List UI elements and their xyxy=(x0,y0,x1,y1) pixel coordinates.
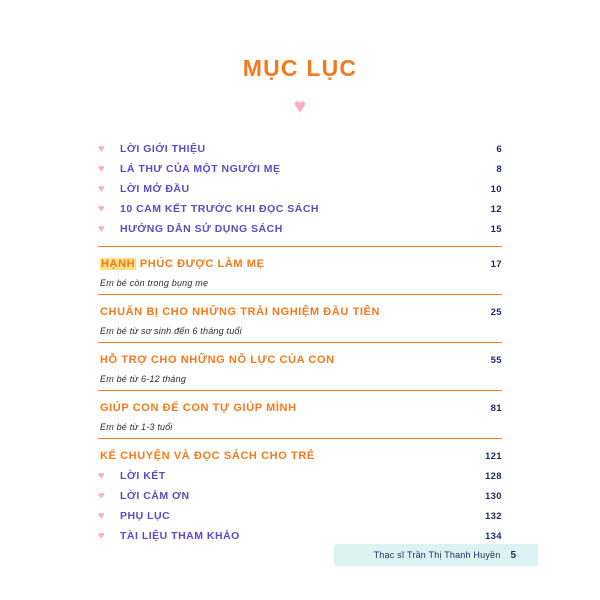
list-item-page: 12 xyxy=(490,204,502,215)
list-item-page: 8 xyxy=(496,164,502,175)
list-item-label: 10 CAM KẾT TRƯỚC KHI ĐỌC SÁCH xyxy=(120,203,320,215)
list-item-page: 81 xyxy=(490,403,502,414)
list-item-page: 25 xyxy=(490,307,502,318)
list-item-label: LỜI GIỚI THIỆU xyxy=(120,143,206,155)
list-item-label: GIÚP CON ĐỂ CON TỰ GIÚP MÌNH xyxy=(100,402,297,414)
list-item-subtitle: Em bé còn trong bụng mẹ xyxy=(100,278,209,288)
list-item-label: HỖ TRỢ CHO NHỮNG NỖ LỰC CỦA CON xyxy=(100,354,335,366)
page-footer xyxy=(334,544,538,566)
list-item-label: LỜI CẢM ƠN xyxy=(120,490,190,502)
heart-icon: ♥ xyxy=(98,163,105,175)
list-item[interactable] xyxy=(98,439,502,467)
list-item-label: CHUẨN BỊ CHO NHỮNG TRẢI NGHIỆM ĐẦU TIÊN xyxy=(100,306,381,318)
table-of-contents xyxy=(98,140,502,547)
footer-page-number: 5 xyxy=(510,549,516,561)
list-item-label xyxy=(98,256,480,272)
list-item[interactable] xyxy=(98,180,502,200)
heart-icon: ♥ xyxy=(98,470,105,482)
list-item-subtitle: Em bé từ 1-3 tuổi xyxy=(100,422,173,432)
list-item-label: KỂ CHUYỆN VÀ ĐỌC SÁCH CHO TRẺ xyxy=(100,450,315,462)
list-item-page: 55 xyxy=(490,355,502,366)
list-item[interactable] xyxy=(98,160,502,180)
heart-icon: ♥ xyxy=(98,490,105,502)
list-item[interactable] xyxy=(98,487,502,507)
list-item[interactable] xyxy=(98,391,502,419)
list-item-page: 130 xyxy=(484,491,502,502)
list-item-label: LỜI KẾT xyxy=(120,470,166,482)
list-item-page: 17 xyxy=(490,259,502,270)
list-item[interactable] xyxy=(98,343,502,371)
heart-icon: ♥ xyxy=(293,95,307,118)
list-item[interactable] xyxy=(98,140,502,160)
heart-icon: ♥ xyxy=(98,143,105,155)
list-item[interactable] xyxy=(98,295,502,323)
list-item-page: 134 xyxy=(484,531,502,542)
list-item-page: 10 xyxy=(490,184,502,195)
list-item-page: 6 xyxy=(496,144,502,155)
list-item[interactable] xyxy=(98,467,502,487)
heart-icon: ♥ xyxy=(98,183,105,195)
footer-author: Thạc sĩ Trần Thị Thanh Huyền xyxy=(373,550,501,560)
list-item-label: TÀI LIỆU THAM KHẢO xyxy=(120,530,240,542)
list-item-page: 15 xyxy=(490,224,502,235)
list-item[interactable] xyxy=(98,200,502,220)
list-item-label: LỜI MỞ ĐẦU xyxy=(120,183,190,195)
list-item[interactable] xyxy=(98,247,502,275)
heart-icon: ♥ xyxy=(98,223,105,235)
list-item-label-rest: PHÚC ĐƯỢC LÀM MẸ xyxy=(136,258,265,270)
page-title: MỤC LỤC xyxy=(242,55,358,81)
list-item[interactable] xyxy=(98,220,502,240)
list-item-label: HƯỚNG DẪN SỬ DỤNG SÁCH xyxy=(120,223,283,235)
list-item[interactable] xyxy=(98,507,502,527)
highlighted-text: HẠNH xyxy=(101,258,136,270)
list-item-page: 121 xyxy=(484,451,502,462)
list-item-page: 132 xyxy=(484,511,502,522)
list-item-label: LÁ THƯ CỦA MỘT NGƯỜI MẸ xyxy=(120,163,281,175)
list-item-page: 128 xyxy=(484,471,502,482)
list-item-subtitle: Em bé từ sơ sinh đến 6 tháng tuổi xyxy=(100,326,242,336)
heart-icon: ♥ xyxy=(98,203,105,215)
heart-icon: ♥ xyxy=(98,530,105,542)
list-item-label: PHỤ LỤC xyxy=(120,510,171,522)
heart-icon: ♥ xyxy=(98,510,105,522)
list-item-subtitle: Em bé từ 6-12 tháng xyxy=(100,374,187,384)
